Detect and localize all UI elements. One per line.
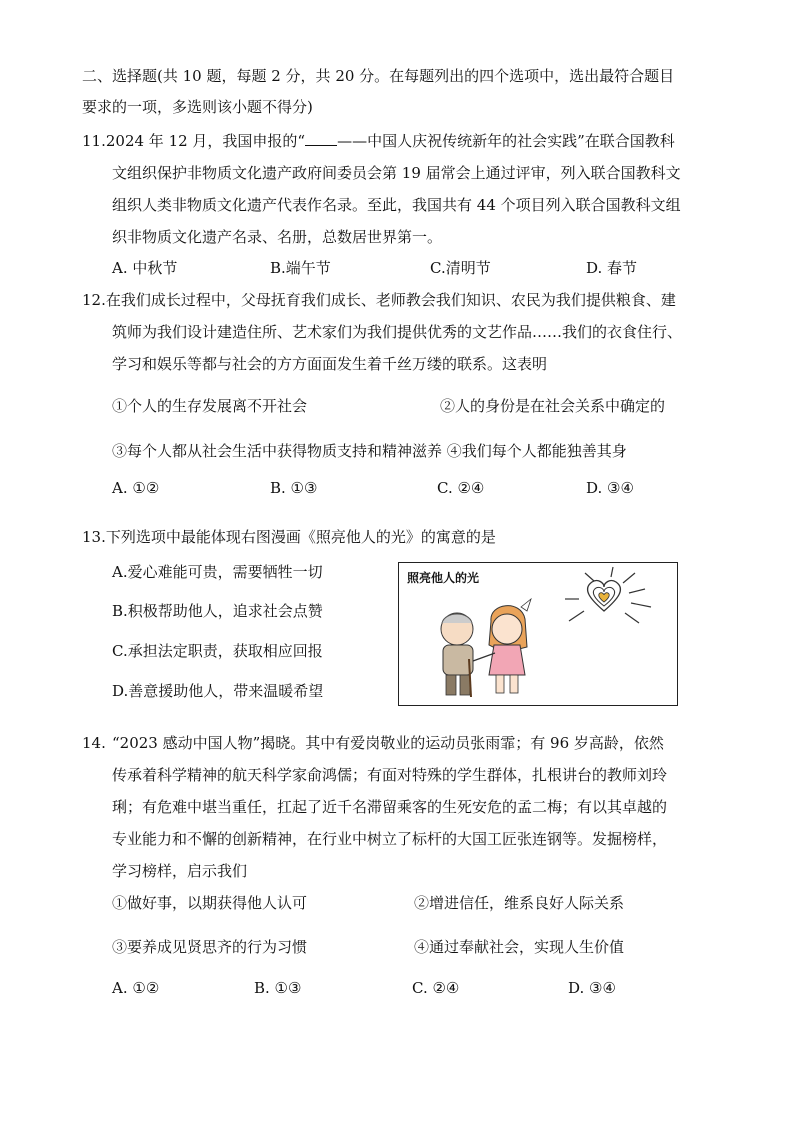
q13-option-a[interactable]: A.爱心难能可贵，需要牺牲一切: [112, 563, 323, 581]
q12-number: 12.: [82, 291, 106, 309]
q12-line2: 筑师为我们设计建造住所、艺术家们为我们提供优秀的文艺作品……我们的衣食住行、: [112, 323, 683, 341]
q12-statement-2: ②人的身份是在社会关系中确定的: [440, 397, 666, 415]
q14-option-c[interactable]: C. ②④: [412, 979, 460, 997]
q12-line1: [82, 290, 676, 310]
q14-option-b[interactable]: B. ①③: [254, 979, 302, 997]
q14-line1-text: “2023 感动中国人物”揭晓。其中有爱岗敬业的运动员张雨霏；有 96 岁高龄，依然: [112, 734, 664, 752]
q12-statement-3-4: ③每个人都从社会生活中获得物质支持和精神滋养 ④我们每个人都能独善其身: [112, 442, 627, 460]
q13-option-d[interactable]: D.善意援助他人，带来温暖希望: [112, 682, 324, 700]
q13-option-c[interactable]: C.承担法定职责，获取相应回报: [112, 642, 323, 660]
q14-option-d[interactable]: D. ③④: [568, 979, 616, 997]
q11-option-c[interactable]: C.清明节: [430, 259, 491, 277]
q11-line2: 文组织保护非物质文化遗产政府间委员会第 19 届常会上通过评审，列入联合国教科文: [112, 164, 681, 182]
q14-number: 14.: [82, 734, 106, 752]
q14-statement-3: ③要养成见贤思齐的行为习惯: [112, 938, 308, 956]
q14-statement-1: ①做好事，以期获得他人认可: [112, 894, 308, 912]
q11-option-b[interactable]: B.端午节: [270, 259, 331, 277]
q12-line3: 学习和娱乐等都与社会的方方面面发生着千丝万缕的联系。这表明: [112, 355, 548, 373]
section-heading-line2: 要求的一项，多选则该小题不得分): [82, 98, 313, 116]
q11-option-d[interactable]: D. 春节: [586, 259, 638, 277]
q14-line4: 专业能力和不懈的创新精神，在行业中树立了标杆的大国工匠张连钢等。发掘榜样，: [112, 830, 668, 848]
q11-line3: 组织人类非物质文化遗产代表作名录。至此，我国共有 44 个项目列入联合国教科文组: [112, 196, 681, 214]
q13-line1-text: 下列选项中最能体现右图漫画《照亮他人的光》的寓意的是: [105, 528, 496, 546]
elderly-man-figure: [441, 613, 473, 697]
girl-figure: [473, 599, 531, 693]
q13-number: 13.: [82, 528, 106, 546]
q11-line1: [82, 131, 675, 151]
q11-answer-blank: [305, 131, 337, 146]
q14-line3: 琍；有危难中堪当重任，扛起了近千名滞留乘客的生死安危的孟二梅；有以其卓越的: [112, 798, 668, 816]
q12-option-b[interactable]: B. ①③: [270, 479, 318, 497]
q12-option-a[interactable]: A. ①②: [112, 479, 160, 497]
cartoon-drawing: [399, 563, 676, 704]
q12-option-c[interactable]: C. ②④: [437, 479, 485, 497]
q13-line1: [82, 527, 496, 547]
q11-line1-end: ——中国人庆祝传统新年的社会实践”在联合国教科: [337, 132, 675, 150]
q11-number: 11.: [82, 132, 106, 150]
q12-option-d[interactable]: D. ③④: [586, 479, 634, 497]
cartoon-title: 照亮他人的光: [407, 571, 480, 585]
q11-option-a[interactable]: A. 中秋节: [112, 259, 178, 277]
q14-option-a[interactable]: A. ①②: [112, 979, 160, 997]
q12-line1-text: 在我们成长过程中，父母抚育我们成长、老师教会我们知识、农民为我们提供粮食、建: [105, 291, 676, 309]
q13-option-b[interactable]: B.积极帮助他人，追求社会点赞: [112, 602, 323, 620]
q14-statement-4: ④通过奉献社会，实现人生价值: [414, 938, 625, 956]
q14-line2: 传承着科学精神的航天科学家俞鸿儒；有面对特殊的学生群体，扎根讲台的教师刘玲: [112, 766, 668, 784]
cartoon-illustration: [398, 562, 678, 706]
section-heading-line1: 二、选择题(共 10 题，每题 2 分，共 20 分。在每题列出的四个选项中，选出最符合题目: [82, 67, 675, 85]
heart-icon: [588, 581, 621, 611]
q11-line4: 织非物质文化遗产名录、名册，总数居世界第一。: [112, 228, 443, 246]
q14-line5: 学习榜样，启示我们: [112, 862, 248, 880]
q11-line1-start: 2024 年 12 月，我国申报的“: [105, 132, 306, 150]
q14-statement-2: ②增进信任，维系良好人际关系: [414, 894, 625, 912]
q14-line1: [82, 733, 664, 753]
q12-statement-1: ①个人的生存发展离不开社会: [112, 397, 308, 415]
